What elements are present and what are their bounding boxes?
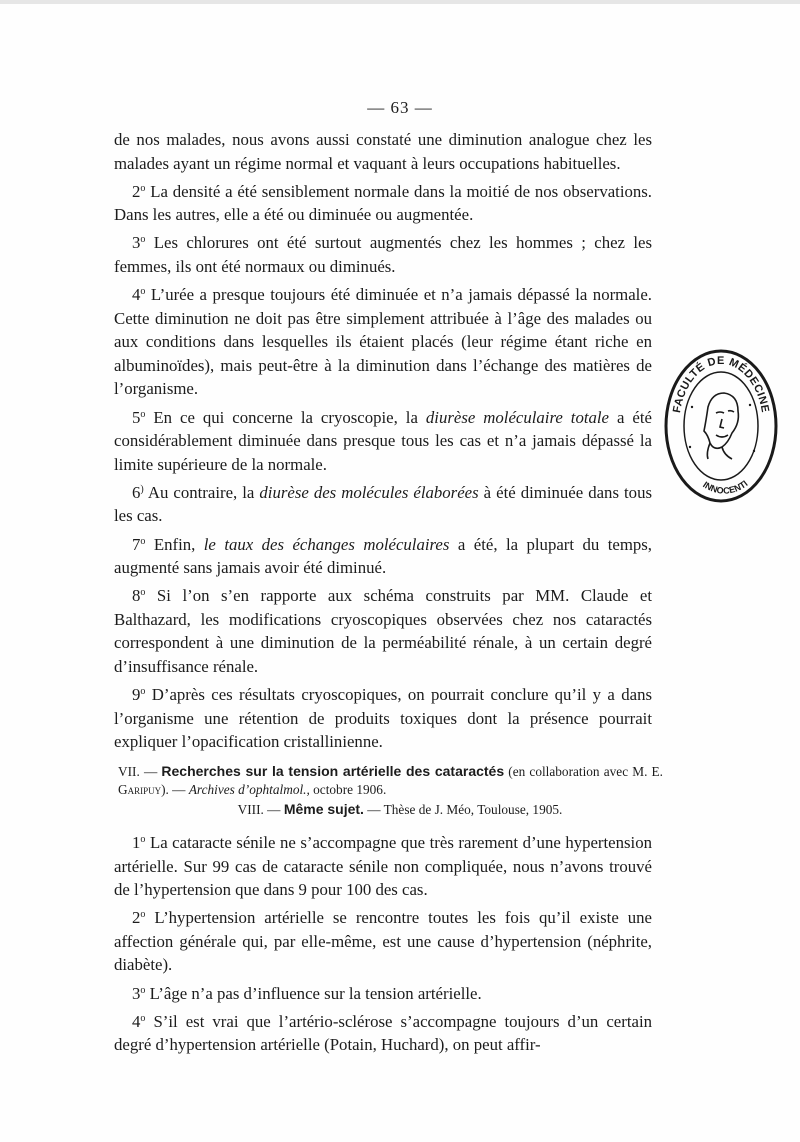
section-heading-viii: VIII. — Même sujet. — Thèse de J. Méo, Toulouse, 1905. [237,801,563,817]
paragraph-2: 2$^o$ La densité a été sensiblement normale dans la moitié de nos observations. Dans les autres, elle a été ou diminuée ou augmentée. [114,181,652,225]
library-stamp [662,347,780,505]
svg-text:INNOCENTI: INNOCENTI [701,478,750,496]
paragraph-b4: 4$^o$ S’il est vrai que l’artério-sclérose s’accompagne toujours d’un certain degré d’hypertension artérielle (Potain, Huchard), on peut affir- [114,1011,652,1055]
paragraph-b1: 1$^o$ La cataracte sénile ne s’accompagne que très rarement d’une hypertension artérielle. Sur 99 cas de cataracte sénile non compliquée, nous n’avons trouvé de l’hypertension que dans 9 pour 100 des cas. [114,833,652,900]
paragraph-b3: 3$^o$ L’âge n’a pas d’influence sur la tension artérielle. [132,983,482,1003]
page-number: — 63 — [367,98,433,117]
stamp-portrait-icon [704,393,738,459]
paragraph-b2: 2$^o$ L’hypertension artérielle se rencontre toutes les fois qu’il existe une affection générale qui, par elle-même, est une cause d’hypertension (néphrite, diabète). [114,908,652,975]
scan-edge [0,0,800,4]
section-title-vii: Recherches sur la tension artérielle des cataractés [161,763,505,779]
paragraph-9: 9$^o$ D’après ces résultats cryoscopiques, on pourrait conclure qu’il y a dans l’organisme une rétention de produits toxiques dont la présence pourrait expliquer l’opacification cristallinienne. [114,685,653,752]
paragraph-8: 8$^o$ Si l’on s’en rapporte aux schéma construits par MM. Claude et Balthazard, les modifications cryoscopiques observées chez nos cataractés correspondent à une diminution de la perméabilité rénale, à un certain degré d’insuffisance rénale. [114,586,652,676]
paragraph-continuation: de nos malades, nous avons aussi constaté une diminution analogue chez les malades ayant un régime normal et vaquant à leurs occupations habituelles. [114,130,652,173]
body-text-bottom [114,828,652,1058]
paragraph-3: 3$^o$ Les chlorures ont été surtout augmentés chez les hommes ; chez les femmes, ils ont été normaux ou diminués. [114,233,652,276]
paragraph-5: 5$^o$ En ce qui concerne la cryoscopie, la diurèse moléculaire totale a été considérablement diminuée dans presque tous les cas et n’a jamais dépassé la limite supérieure de la normale. [114,407,652,474]
paragraph-4: 4$^o$ L’urée a presque toujours été diminuée et n’a jamais dépassé la normale. Cette diminution ne doit pas être simplement attribuée à l’âge des malades ou aux conditions dans lesquelles ils étaient placés (leur régime étant riche en albuminoïdes), mais peut-être à la diminution dans l’échange des matières de l’organisme. [114,285,652,399]
section-heading-vii: VII. — Recherches sur la tension artérielle des cataractés (en collaboration avec M. E. Garipuy). — Archives d’ophtalmol., octobre 1906. [118,763,663,797]
section-title-viii: Même sujet. [283,801,364,817]
svg-text:FACULTÉ DE MÉDECINE: FACULTÉ DE MÉDECINE [670,354,772,414]
paragraph-7: 7$^o$ Enfin, le taux des échanges moléculaires a été, la plupart du temps, augmenté sans jamais avoir été diminué. [114,534,652,578]
paragraph-6: 6) Au contraire, la diurèse des molécules élaborées à été diminuée dans tous les cas. [114,482,652,526]
body-text-top [114,128,652,755]
